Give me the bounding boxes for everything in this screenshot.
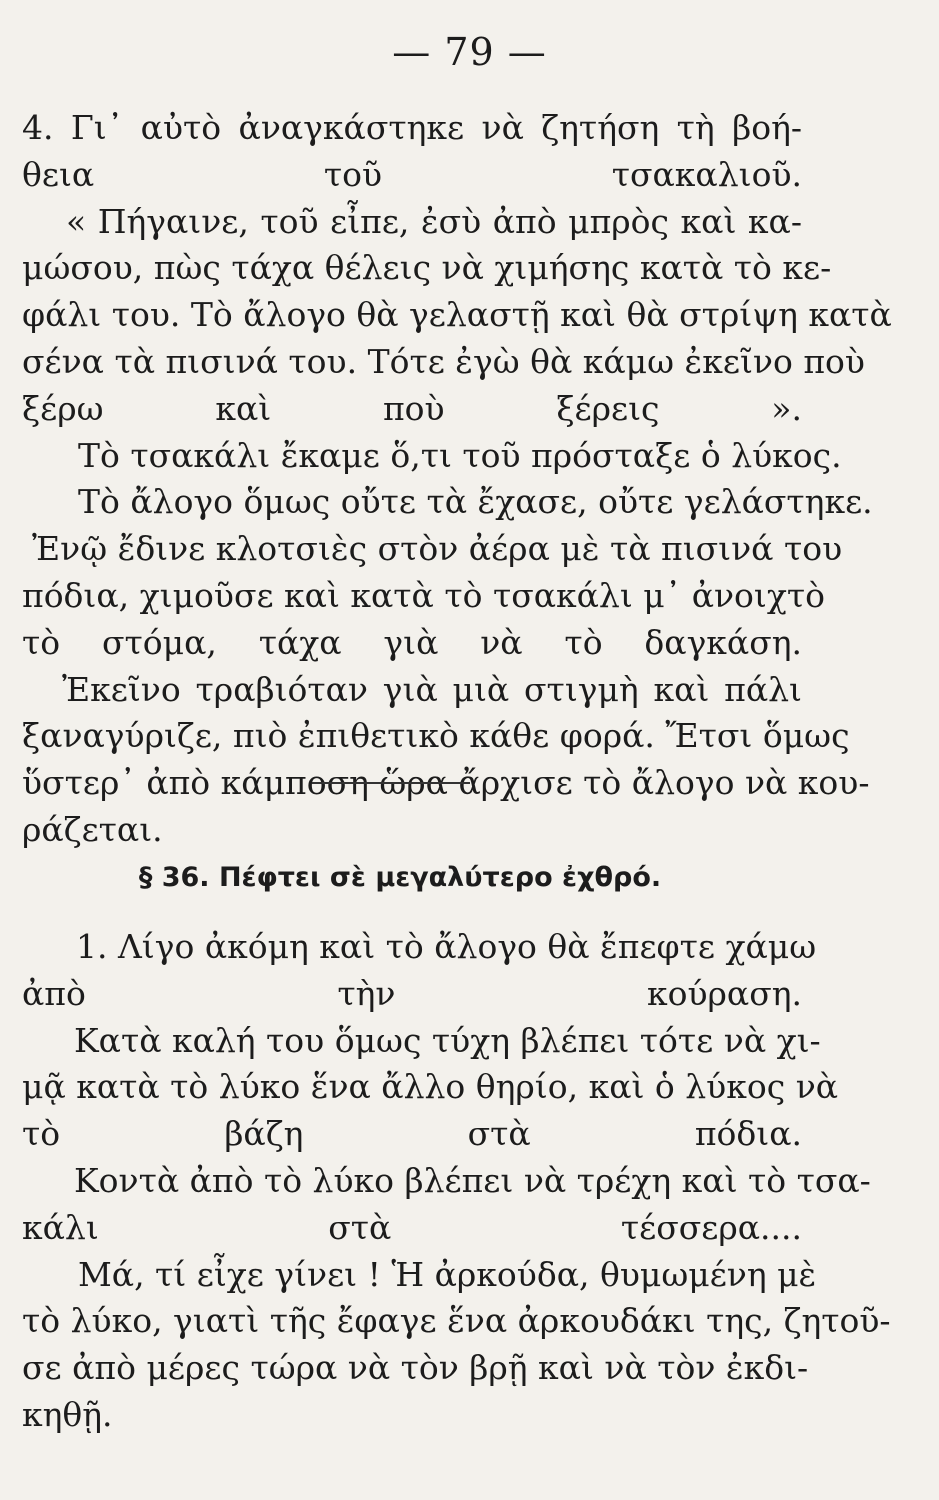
text-line: Ἐνῷ ἔδινε κλοτσιὲς στὸν ἀέρα μὲ τὰ πισινά του: [32, 529, 843, 569]
text-line: Ἐκεῖνο τραβιόταν γιὰ μιὰ στιγμὴ καὶ πάλι: [62, 669, 802, 709]
text-line: Κοντὰ ἀπὸ τὸ λύκο βλέπει νὰ τρέχη καὶ τὸ τσα-: [74, 1160, 871, 1200]
text-line: 1. Λίγο ἀκόμη καὶ τὸ ἄλογο θὰ ἔπεφτε χάμω: [76, 927, 817, 966]
text-line: Κατὰ καλή του ὅμως τύχη βλέπει τότε νὰ χι-: [74, 1020, 821, 1060]
text-line: πόδια, χιμοῦσε καὶ κατὰ τὸ τσακάλι μ᾽ ἀνοιχτὸ: [22, 575, 825, 615]
text-line: ἀπὸ τὴν κούραση.: [22, 973, 802, 1013]
text-line: 4. Γι᾽ αὐτὸ ἀναγκάστηκε νὰ ζητήση τὴ βοή-: [22, 108, 802, 147]
section-divider: [312, 782, 470, 784]
text-line: Τὸ τσακάλι ἔκαμε ὅ,τι τοῦ πρόσταξε ὁ λύκος.: [78, 435, 842, 475]
text-line: ὕστερ᾽ ἀπὸ κάμποση ὥρα ἄρχισε τὸ ἄλογο νὰ κου-: [22, 763, 870, 803]
text-line: Τὸ ἄλογο ὅμως οὔτε τὰ ἔχασε, οὔτε γελάστηκε.: [78, 482, 873, 522]
text-line: ράζεται.: [22, 809, 163, 849]
text-line: τὸ στόμα, τάχα γιὰ νὰ τὸ δαγκάση.: [22, 622, 802, 662]
section-heading: § 36. Πέφτει σὲ μεγαλύτερο ἐχθρό.: [138, 862, 662, 893]
text-line: κηθῇ.: [22, 1394, 113, 1434]
text-line: κάλι στὰ τέσσερα....: [22, 1207, 802, 1247]
text-line: τὸ βάζη στὰ πόδια.: [22, 1114, 802, 1154]
page-number: — 79 —: [392, 30, 547, 74]
text-line: μᾷ κατὰ τὸ λύκο ἕνα ἄλλο θηρίο, καὶ ὁ λύκος νὰ: [22, 1067, 839, 1107]
text-line: ξαναγύριζε, πιὸ ἐπιθετικὸ κάθε φορά. Ἔτσι ὅμως: [22, 716, 850, 756]
text-line: μώσου, πὼς τάχα θέλεις νὰ χιμήσης κατὰ τὸ κε-: [22, 248, 832, 288]
text-line: τὸ λύκο, γιατὶ τῆς ἔφαγε ἕνα ἀρκουδάκι της, ζητοῦ-: [22, 1301, 891, 1341]
text-line: « Πήγαινε, τοῦ εἶπε, ἐσὺ ἀπὸ μπρὸς καὶ κα-: [66, 201, 802, 241]
story-text-part1: [22, 105, 892, 854]
story-text-part2: [22, 924, 891, 1439]
text-line: σένα τὰ πισινά του. Τότε ἐγὼ θὰ κάμω ἐκεῖνο ποὺ: [22, 341, 865, 381]
text-line: σε ἀπὸ μέρες τώρα νὰ τὸν βρῇ καὶ νὰ τὸν ἐκδι-: [22, 1348, 809, 1388]
text-line: ξέρω καὶ ποὺ ξέρεις ».: [22, 388, 802, 428]
text-line: θεια τοῦ τσακαλιοῦ.: [22, 154, 802, 194]
text-line: Μά, τί εἶχε γίνει ! Ἡ ἀρκούδα, θυμωμένη μὲ: [78, 1254, 817, 1294]
text-line: φάλι του. Τὸ ἄλογο θὰ γελαστῇ καὶ θὰ στρίψη κατὰ: [22, 295, 892, 335]
